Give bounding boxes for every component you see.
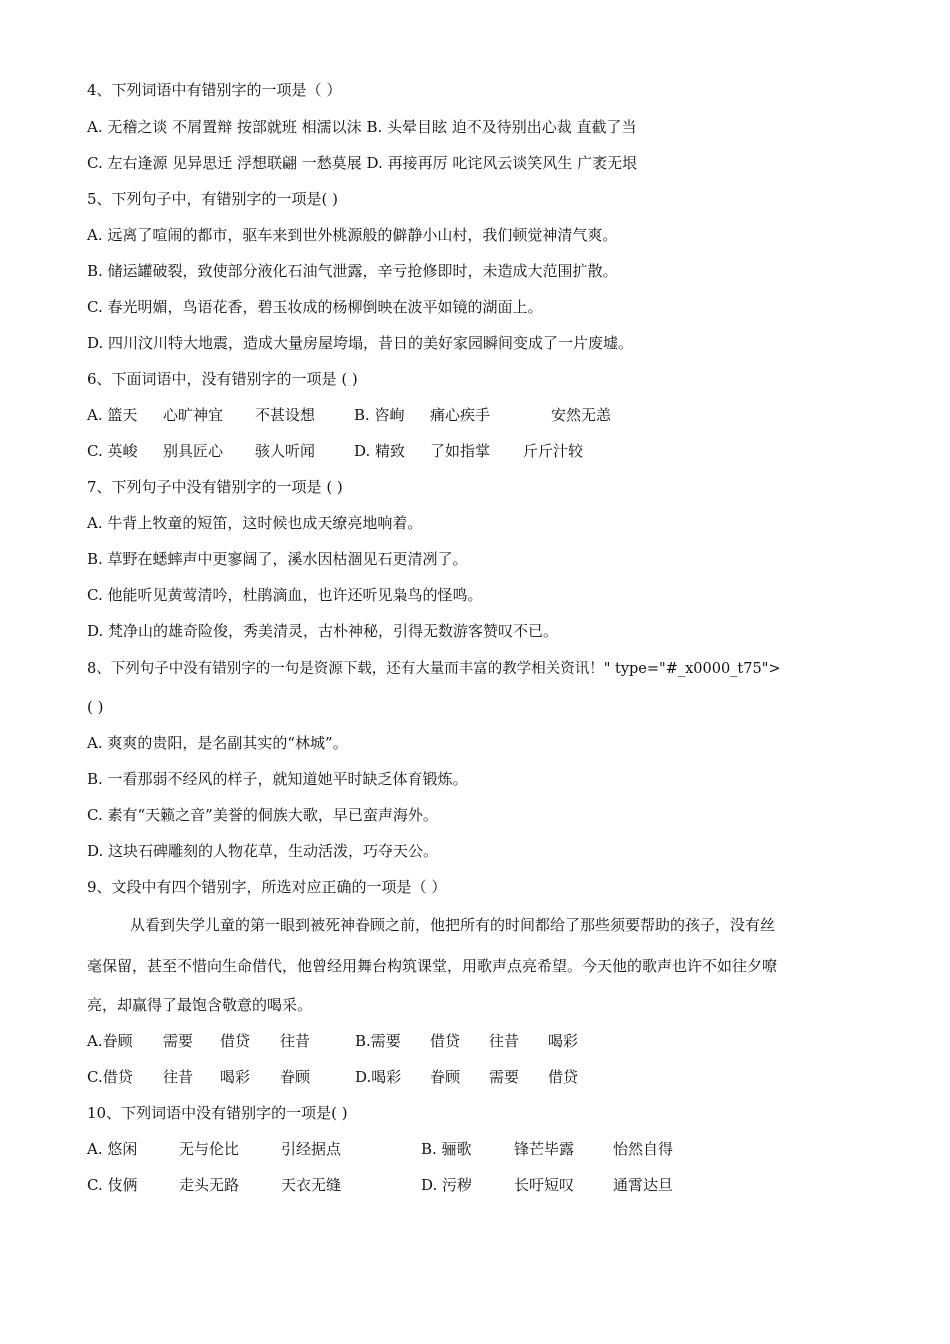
question-8-paren: ( ) — [87, 698, 104, 716]
option-word: 需要 — [489, 1068, 520, 1086]
option-word: 天衣无缝 — [281, 1176, 342, 1194]
question-7-option-b: B. 草野在蟋蟀声中更寥阔了，溪水因枯涸见石更清冽了。 — [87, 550, 468, 568]
question-8-option-d: D. 这块石碑雕刻的人物花草，生动活泼，巧夺天公。 — [87, 842, 439, 860]
question-8-option-c: C. 素有“天籁之音”美誉的侗族大歌，早已蛮声海外。 — [87, 806, 438, 824]
question-9-stem: 9、文段中有四个错别字，所选对应正确的一项是（ ） — [87, 878, 447, 896]
option-word: D.喝彩 — [355, 1068, 402, 1086]
option-word: 引经据点 — [281, 1140, 342, 1158]
option-word: 痛心疾手 — [430, 406, 491, 424]
question-10-stem: 10、下列词语中没有错别字的一项是( ) — [87, 1104, 348, 1122]
option-word: 往昔 — [489, 1032, 520, 1050]
option-word: B. 咨峋 — [354, 406, 405, 424]
question-4-options-ab: A. 无稽之谈 不屑置辩 按部就班 相濡以沫 B. 头晕目眩 迫不及待别出心裁 直截了当 — [87, 118, 637, 136]
question-7-stem: 7、下列句子中没有错别字的一项是 ( ) — [87, 478, 343, 496]
option-word: D. 污秽 — [421, 1176, 473, 1194]
option-word: 斤斤汁较 — [523, 442, 584, 460]
question-5-option-b: B. 储运罐破裂，致使部分液化石油气泄露，辛亏抢修即时，未造成大范围扩散。 — [87, 262, 618, 280]
question-5-option-c: C. 春光明媚，鸟语花香，碧玉妆成的杨柳倒映在波平如镜的湖面上。 — [87, 298, 543, 316]
option-word: 骇人听闻 — [255, 442, 316, 460]
question-5-stem: 5、下列句子中，有错别字的一项是( ) — [87, 190, 339, 208]
option-word: C. 英峻 — [87, 442, 138, 460]
option-word: 借贷 — [220, 1032, 251, 1050]
option-word: 喝彩 — [548, 1032, 579, 1050]
question-9-passage-line-3: 亮，却赢得了最饱含敬意的喝采。 — [87, 996, 313, 1014]
option-word: 通霄达旦 — [613, 1176, 674, 1194]
question-4-options-cd: C. 左右逢源 见异思迁 浮想联翩 一愁莫展 D. 再接再厉 叱诧风云谈笑风生 广袤无垠 — [87, 154, 638, 172]
option-word: 心旷神宜 — [163, 406, 224, 424]
question-4-stem: 4、下列词语中有错别字的一项是（ ） — [87, 81, 342, 99]
option-word: 眷顾 — [430, 1068, 461, 1086]
option-word: 别具匠心 — [163, 442, 224, 460]
option-word: 借贷 — [430, 1032, 461, 1050]
option-word: A.眷顾 — [87, 1032, 133, 1050]
option-word: 不甚设想 — [255, 406, 316, 424]
option-word: 了如指掌 — [430, 442, 491, 460]
option-word: 借贷 — [548, 1068, 579, 1086]
question-9-passage-line-2: 毫保留，甚至不惜向生命借代，他曾经用舞台构筑课堂，用歌声点亮希望。今天他的歌声也许不如往夕嘹 — [87, 957, 778, 975]
option-word: 怡然自得 — [613, 1140, 674, 1158]
question-8-option-a: A. 爽爽的贵阳，是名副其实的“林城”。 — [87, 734, 348, 752]
option-word: 眷顾 — [280, 1068, 311, 1086]
option-word: 安然无恙 — [551, 406, 612, 424]
question-9-passage-line-1: 从看到失学儿童的第一眼到被死神眷顾之前，他把所有的时间都给了那些须要帮助的孩子，没有丝 — [130, 916, 776, 934]
option-word: 需要 — [163, 1032, 194, 1050]
option-word: C.借贷 — [87, 1068, 133, 1086]
question-6-stem: 6、下面词语中，没有错别字的一项是 ( ) — [87, 370, 358, 388]
option-word: C. 伎俩 — [87, 1176, 138, 1194]
option-word: 喝彩 — [220, 1068, 251, 1086]
question-7-option-d: D. 梵净山的雄奇险俊，秀美清灵，古朴神秘，引得无数游客赞叹不已。 — [87, 622, 559, 640]
option-word: 无与伦比 — [179, 1140, 240, 1158]
question-7-option-c: C. 他能听见黄莺清吟，杜鹃滴血，也许还听见枭鸟的怪鸣。 — [87, 586, 483, 604]
option-word: 往昔 — [163, 1068, 194, 1086]
question-5-option-d: D. 四川汶川特大地震，造成大量房屋垮塌，昔日的美好家园瞬间变成了一片废墟。 — [87, 334, 634, 352]
option-word: B. 骊歌 — [421, 1140, 472, 1158]
question-7-option-a: A. 牛背上牧童的短笛，这时候也成天缭亮地响着。 — [87, 514, 423, 532]
option-word: A. 悠闲 — [87, 1140, 138, 1158]
question-8-option-b: B. 一看那弱不经风的样子，就知道她平时缺乏体育锻炼。 — [87, 770, 468, 788]
option-word: 走头无路 — [179, 1176, 240, 1194]
option-word: D. 精致 — [354, 442, 406, 460]
option-word: B.需要 — [355, 1032, 401, 1050]
option-word: A. 篮天 — [87, 406, 138, 424]
question-8-stem: 8、下列句子中没有错别字的一句是资源下载，还有大量而丰富的教学相关资讯！" type="#_x0000_t75"> — [87, 661, 781, 677]
option-word: 往昔 — [280, 1032, 311, 1050]
question-5-option-a: A. 远离了喧闹的都市，驱车来到世外桃源般的僻静小山村，我们顿觉神清气爽。 — [87, 226, 618, 244]
option-word: 锋芒毕露 — [514, 1140, 575, 1158]
option-word: 长吁短叹 — [514, 1176, 575, 1194]
